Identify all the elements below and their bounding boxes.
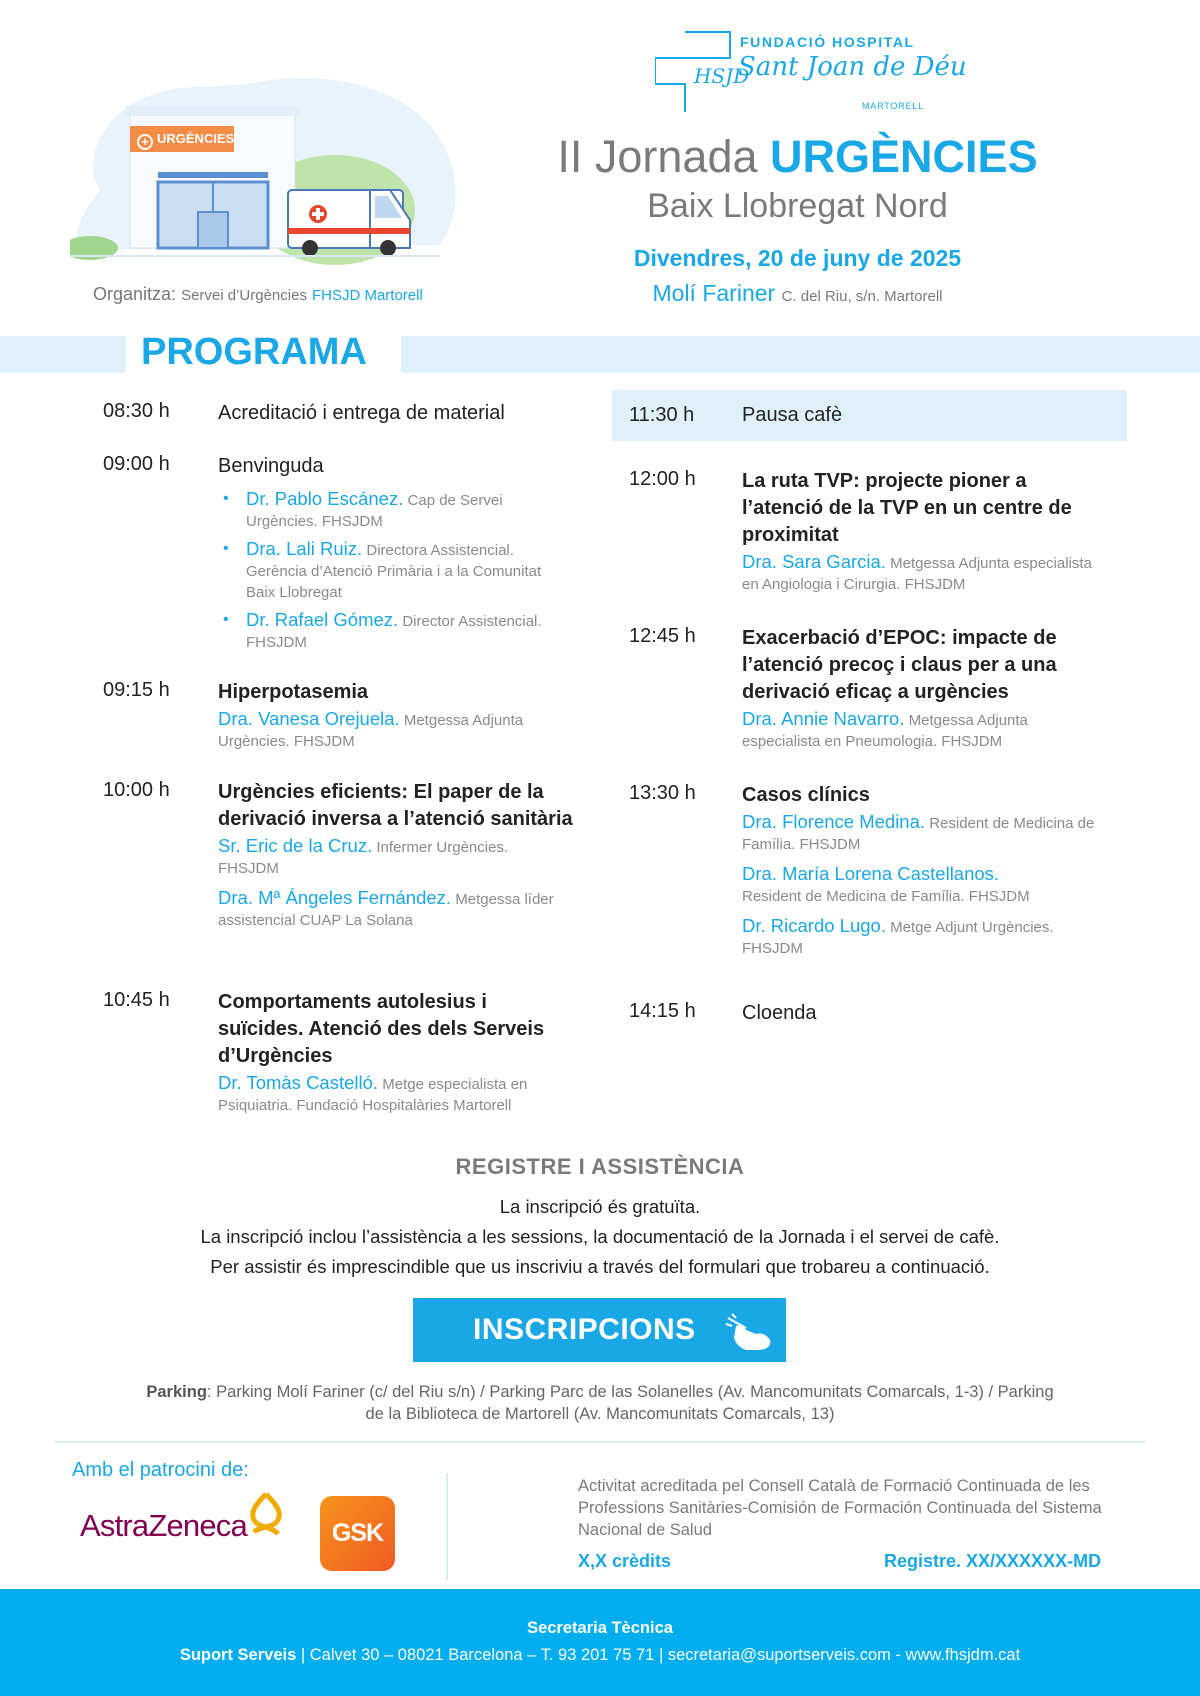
session-time: 12:45 h [629, 625, 696, 647]
session-title: Hiperpotasemia [218, 681, 369, 703]
logo-city: MARTORELL [862, 101, 924, 111]
speaker-item: Dr. Tomàs Castelló. Metge especialista en Psiquiatria. Fundació Hospitalàries Martorell [218, 1072, 528, 1114]
credits-label: X,X crèdits [578, 1551, 672, 1571]
session-time: 09:15 h [103, 679, 170, 701]
speaker-item: Dra. Annie Navarro. Metgessa Adjunta especialista en Pneumologia. FHSJDM [742, 708, 1028, 750]
session-1330 [629, 782, 1109, 1000]
event-date: Divendres, 20 de juny de 2025 [633, 245, 962, 271]
speaker-item: Dr. Ricardo Lugo. Metge Adjunt Urgències. FHSJDM [742, 915, 1054, 957]
speaker-item: Dra. Mª Ángeles Fernández. Metgessa líder assistencial CUAP La Solana [218, 887, 554, 929]
venue-name: Molí Fariner [652, 280, 776, 306]
session-time: 14:15 h [629, 1000, 696, 1022]
urgencies-sign: + URGÈNCIES [130, 126, 234, 152]
session-title: Acreditació i entrega de material [218, 402, 505, 424]
session-title: Pausa cafè [742, 404, 843, 426]
session-time: 12:00 h [629, 468, 696, 490]
schedule-right [629, 468, 1109, 1027]
organizer-org: FHSJD Martorell [311, 287, 423, 304]
speaker-item: Dra. Vanesa Orejuela. Metgessa Adjunta Urgències. FHSJDM [218, 708, 524, 750]
speaker-item: • Dra. Lali Ruiz. Directora Assistencial. Gerència d’Atenció Primària i a la Comunitat Baix Llobregat [218, 538, 573, 603]
event-subtitle: Baix Llobregat Nord [647, 187, 948, 225]
speaker-item: Dra. Sara Garcia. Metgessa Adjunta especialista en Angiologia i Cirurgia. FHSJDM [742, 551, 1092, 593]
session-title: Casos clínics [742, 784, 870, 806]
session-1245 [629, 625, 1109, 782]
registration-line: Per assistir és imprescindible que us inscriviu a través del formulari que trobareu a continuació. [210, 1256, 990, 1277]
registre-label: Registre. XX/XXXXXX-MD [884, 1551, 1102, 1571]
divider [446, 1473, 448, 1580]
session-0830 [103, 400, 573, 453]
speaker-item: Dra. María Lorena Castellanos. Resident de Medicina de Família. FHSJDM [742, 863, 1030, 905]
schedule-left [103, 400, 573, 1116]
speaker-item: • Dr. Pablo Escánez. Cap de Servei Urgències. FHSJDM [218, 488, 573, 532]
organizer-service: Servei d’Urgències [181, 287, 307, 304]
astrazeneca-symbol-icon [242, 1490, 290, 1542]
session-0900 [103, 453, 573, 679]
session-title: Comportaments autolesius i suïcides. Atenció des dels Serveis d’Urgències [218, 991, 545, 1067]
session-time: 11:30 h [629, 404, 695, 426]
session-0915 [103, 679, 573, 779]
event-title-highlight: URGÈNCIES [770, 131, 1038, 182]
hand-pointer-icon [722, 1310, 778, 1352]
registration-line: La inscripció inclou l’assistència a les sessions, la documentació de la Jornada i el servei de cafè. [200, 1226, 1000, 1247]
event-venue [520, 280, 1075, 307]
speaker-item: Dra. Florence Medina. Resident de Medicina de Família. FHSJDM [742, 811, 1095, 853]
organizer-line [93, 284, 423, 305]
speaker-item: Sr. Eric de la Cruz. Infermer Urgències. FHSJDM [218, 835, 509, 877]
event-title: II Jornada URGÈNCIES [557, 131, 1038, 182]
plus-icon: + [137, 134, 153, 150]
session-title: Exacerbació d’EPOC: impacte de l’atenció precoç i claus per a una derivació eficaç a urgències [742, 627, 1057, 703]
footer [0, 1589, 1200, 1696]
sponsor-heading: Amb el patrocini de: [72, 1459, 249, 1481]
accreditation-text: Activitat acreditada pel Consell Català de Formació Continuada de les Professions Sanitàries-Comisión de Formación Continuada del Sistema Nacional de Salud [578, 1477, 1102, 1539]
parking-info: Parking: Parking Molí Fariner (c/ del Riu s/n) / Parking Parc de las Solanelles (Av. Mancomunitats Comarcals, 1-3) / Parking de la Biblioteca de Martorell (Av. Mancomunitats Comarcals, 13) [146, 1383, 1054, 1423]
gsk-logo: GSK [320, 1496, 395, 1571]
inscripcions-label: INSCRIPCIONS [473, 1313, 696, 1346]
logo-script: Sant Joan de Déu [738, 52, 967, 82]
emergency-illustration [70, 70, 470, 280]
divider [55, 1441, 1145, 1443]
astrazeneca-logo: AstraZeneca [80, 1508, 247, 1544]
session-time: 10:45 h [103, 989, 170, 1011]
session-1130-pausa [612, 390, 1127, 441]
footer-title: Secretaria Tècnica [527, 1619, 673, 1637]
session-title: Urgències eficients: El paper de la derivació inversa a l’atenció sanitària [218, 781, 573, 830]
speaker-list [218, 488, 573, 653]
session-title: La ruta TVP: projecte pioner a l’atenció de la TVP en un centre de proximitat [742, 470, 1072, 546]
logo-monogram: HSJD [694, 64, 750, 88]
speaker-item: • Dr. Rafael Gómez. Director Assistencial. FHSJDM [218, 609, 573, 653]
registration-heading: REGISTRE I ASSISTÈNCIA [455, 1154, 745, 1179]
session-title: Benvinguda [218, 455, 324, 477]
session-1045 [103, 989, 573, 1116]
session-time: 09:00 h [103, 453, 170, 475]
venue-address: C. del Riu, s/n. Martorell [781, 288, 943, 305]
session-1415 [629, 1000, 1109, 1027]
session-time: 10:00 h [103, 779, 170, 801]
registration-line: La inscripció és gratuïta. [499, 1196, 701, 1217]
footer-company: Suport Serveis [179, 1646, 297, 1664]
organizer-label: Organitza: [93, 284, 177, 304]
programa-heading: PROGRAMA [126, 328, 401, 377]
session-time: 13:30 h [629, 782, 696, 804]
session-1000 [103, 779, 573, 989]
inscripcions-button[interactable] [413, 1298, 786, 1362]
footer-contact: Suport Serveis | Calvet 30 – 08021 Barcelona – T. 93 201 75 71 | secretaria@suportserveis.com - www.fhsjdm.cat [179, 1646, 1021, 1664]
session-title: Cloenda [742, 1002, 817, 1024]
logo-name: FUNDACIÓ HOSPITAL [740, 34, 915, 50]
session-time: 08:30 h [103, 400, 170, 422]
session-1200 [629, 468, 1109, 625]
